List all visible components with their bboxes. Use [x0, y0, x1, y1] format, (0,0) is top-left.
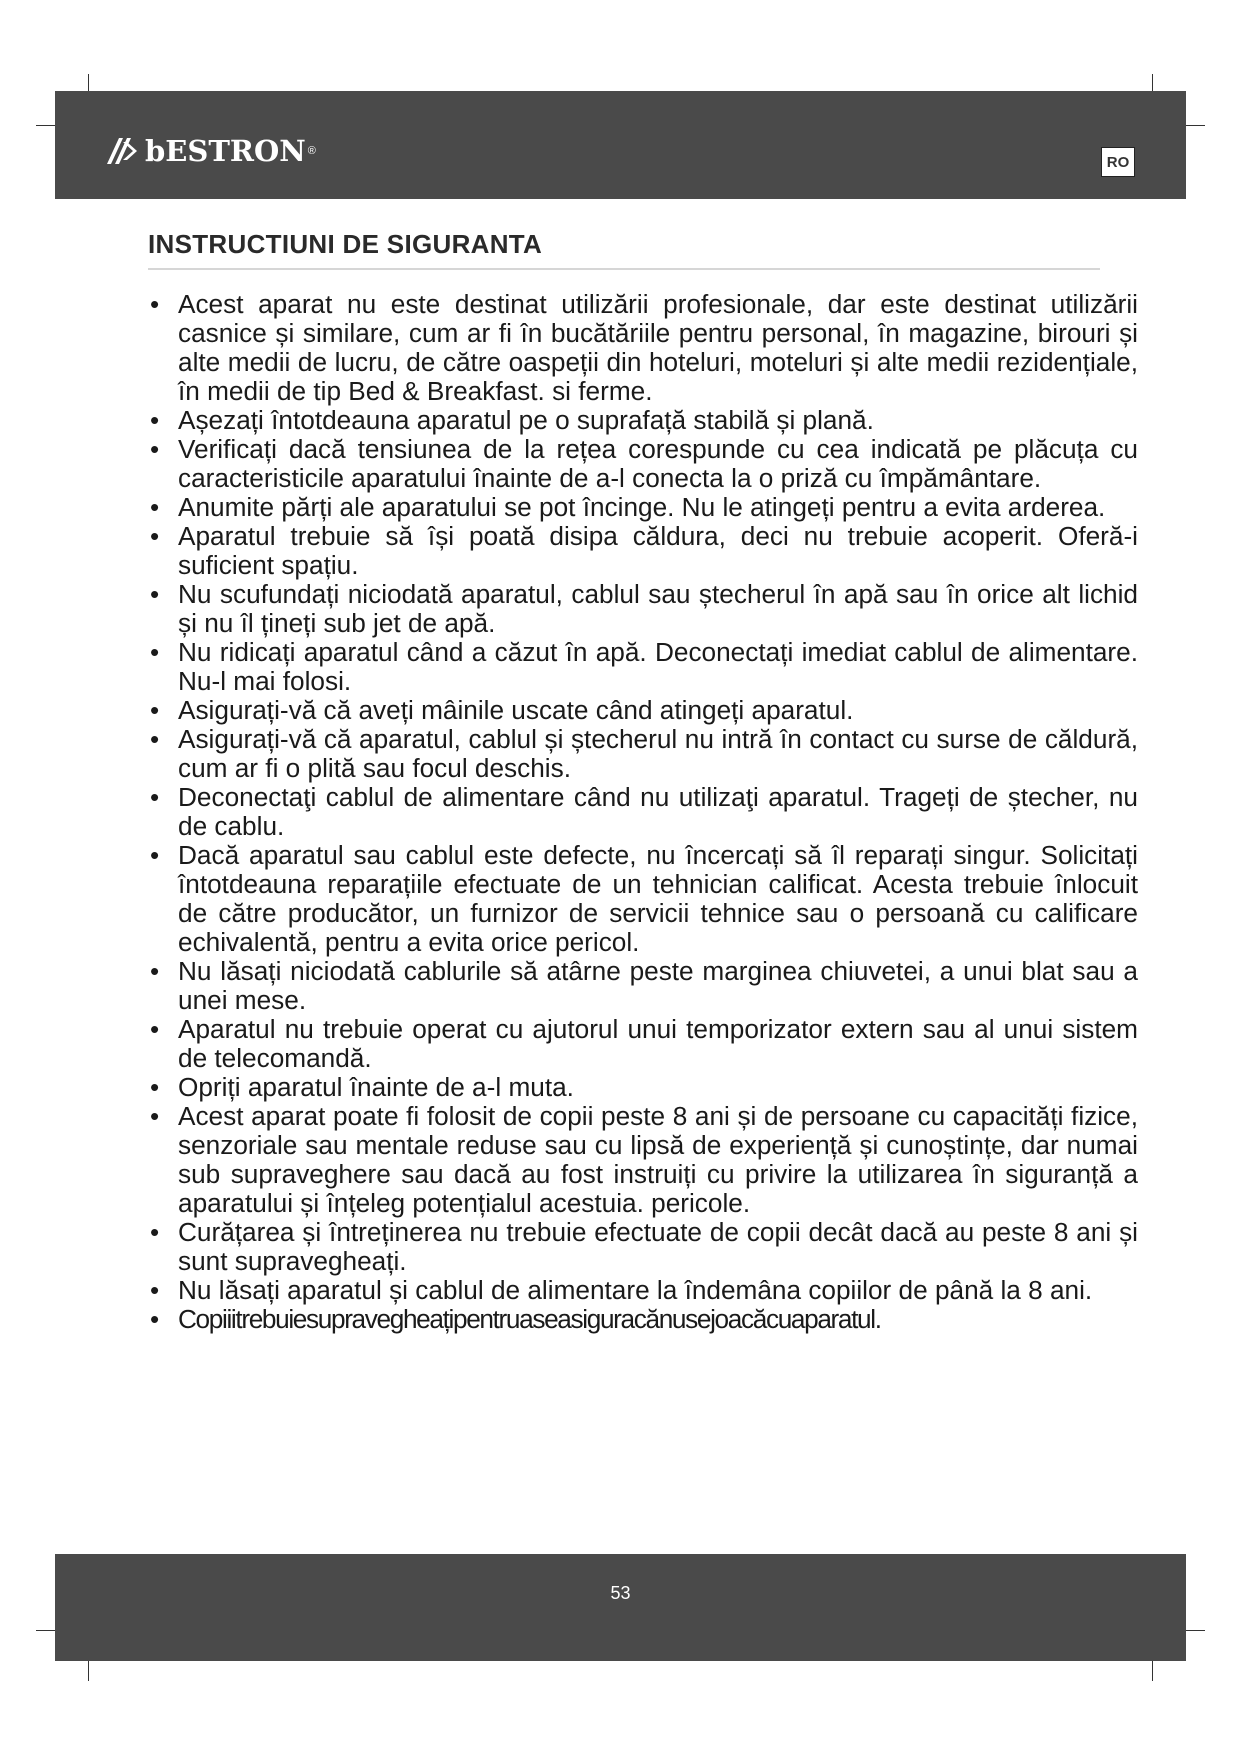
- list-item: • Acest aparat poate fi folosit de copii peste 8 ani și de persoane cu capacități fizice, senzoriale sau mentale reduse sau cu lipsă de experiență și cunoștințe, dar numai sub supraveghere sau dacă au fost instruiți cu privire la utilizarea în siguranță a aparatului și înțeleg potențialul acestuia. pericole.: [148, 1102, 1138, 1218]
- list-item: • Nu ridicați aparatul când a căzut în apă. Deconectați imediat cablul de alimentare. Nu-l mai folosi.: [148, 638, 1138, 696]
- language-badge: RO: [1101, 147, 1135, 177]
- list-item: • Opriți aparatul înainte de a-l muta.: [148, 1073, 1138, 1102]
- brand-logo: [105, 133, 316, 169]
- list-item: • Aparatul nu trebuie operat cu ajutorul unui temporizator extern sau al unui sistem de telecomandă.: [148, 1015, 1138, 1073]
- section-title: INSTRUCTIUNI DE SIGURANTA: [148, 229, 543, 259]
- safety-list: [148, 290, 1138, 1334]
- title-divider: [148, 268, 1100, 270]
- list-item: • Nu lăsați niciodată cablurile să atârne peste marginea chiuvetei, a unui blat sau a unei mese.: [148, 957, 1138, 1015]
- list-item: • Anumite părți ale aparatului se pot încinge. Nu le atingeți pentru a evita arderea.: [148, 493, 1138, 522]
- list-item: • Dacă aparatul sau cablul este defecte, nu încercați să îl reparați singur. Solicitați întotdeauna reparațiile efectuate de un tehnician calificat. Acesta trebuie înlocuit de către producător, un furnizor de servicii tehnice sau o persoană cu calificare echivalentă, pentru a evita orice pericol.: [148, 841, 1138, 957]
- brand-chevron-icon: [105, 134, 139, 168]
- list-item: • Curățarea și întreținerea nu trebuie efectuate de copii decât dacă au peste 8 ani și sunt supravegheați.: [148, 1218, 1138, 1276]
- list-item: • Deconectaţi cablul de alimentare când nu utilizaţi aparatul. Trageți de ștecher, nu de cablu.: [148, 783, 1138, 841]
- page-number: 53: [610, 1583, 631, 1603]
- list-item: • Asigurați-vă că aveți mâinile uscate când atingeți aparatul.: [148, 696, 1138, 725]
- brand-name: bESTRON: [145, 134, 306, 168]
- list-item: • Acest aparat nu este destinat utilizării profesionale, dar este destinat utilizării casnice și similare, cum ar fi în bucătăriile pentru personal, în magazine, birouri și alte medii de lucru, de către oaspeții din hoteluri, moteluri și alte medii rezidențiale, în medii de tip Bed & Breakfast. si ferme.: [148, 290, 1138, 406]
- list-item: • Nu lăsați aparatul și cablul de alimentare la îndemâna copiilor de până la 8 ani.: [148, 1276, 1138, 1305]
- list-item: • Asigurați-vă că aparatul, cablul și ștecherul nu intră în contact cu surse de căldură, cum ar fi o plită sau focul deschis.: [148, 725, 1138, 783]
- list-item: • Copiiitrebuiesupravegheațipentruaseasiguracănusejoacăcuaparatul.: [148, 1305, 1138, 1334]
- list-item: • Verificați dacă tensiunea de la rețea corespunde cu cea indicată pe plăcuța cu caracteristicile aparatului înainte de a-l conecta la o priză cu împământare.: [148, 435, 1138, 493]
- registered-mark: ®: [307, 145, 316, 157]
- list-item: • Așezați întotdeauna aparatul pe o suprafață stabilă și plană.: [148, 406, 1138, 435]
- list-item: • Nu scufundați niciodată aparatul, cablul sau ștecherul în apă sau în orice alt lichid și nu îl țineți sub jet de apă.: [148, 580, 1138, 638]
- header-bar: [55, 91, 1186, 199]
- footer-bar: [55, 1554, 1186, 1661]
- list-item: • Aparatul trebuie să își poată disipa căldura, deci nu trebuie acoperit. Oferă-i suficient spațiu.: [148, 522, 1138, 580]
